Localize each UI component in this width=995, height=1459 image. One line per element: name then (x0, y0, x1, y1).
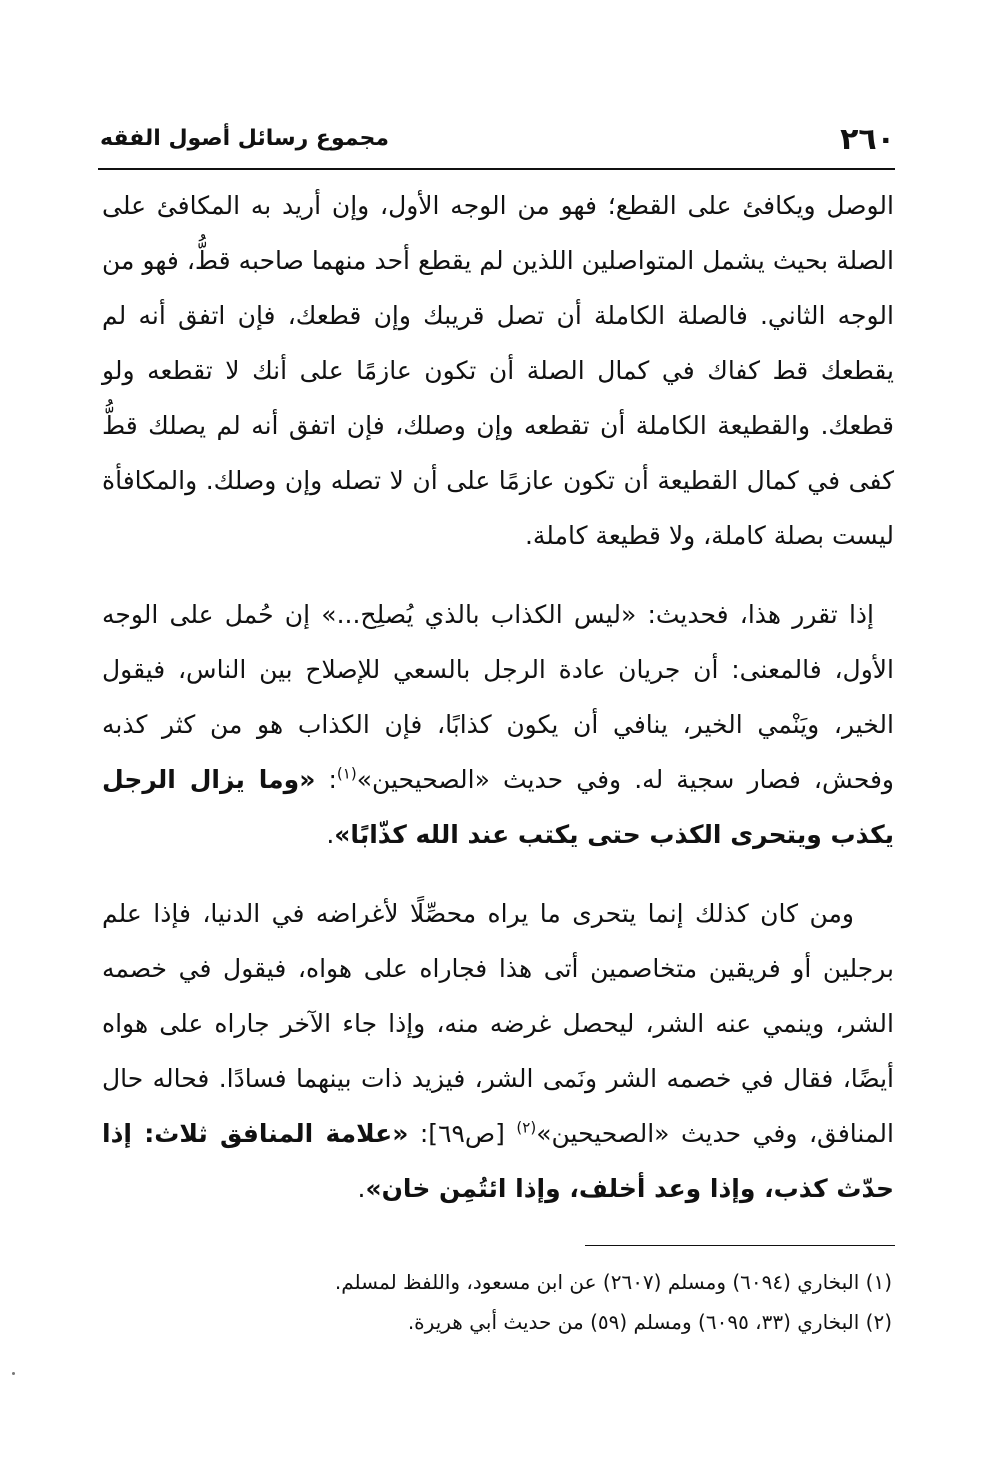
paragraph-2-text: إذا تقرر هذا، فحديث: «ليس الكذاب بالذي يُصلِح...» إن حُمل على الوجه الأول، فالمعنى: أن جريان عادة الرجل بالسعي للإصلاح بين الناس، فيقول الخير، ويَنْمي الخير، ينافي أن يكون كذابًا، فإن الكذاب هو من كثر كذبه وفحش، فصار سجية له. وفي حديث «الصحيحين» (102, 600, 894, 794)
footnote-ref-2: (٢) (516, 1118, 537, 1137)
paragraph-3 (102, 886, 894, 1216)
running-title: مجموع رسائل أصول الفقه (100, 126, 389, 151)
paragraph-2 (102, 587, 894, 862)
scan-speck (12, 1372, 15, 1375)
page-number: ٢٦٠ (840, 122, 895, 157)
header-rule (98, 168, 895, 170)
paragraph-3-page-ref: [ص٦٩]: (408, 1119, 517, 1148)
paragraph-3-end: . (357, 1174, 366, 1203)
paragraph-2-colon: : (315, 765, 337, 794)
footnote-ref-1: (١) (336, 764, 357, 783)
footnote-2: (٢) البخاري (٣٣، ٦٠٩٥) ومسلم (٥٩) من حديث أبي هريرة. (407, 1310, 892, 1334)
page-header (100, 118, 895, 164)
footnote-1: (١) البخاري (٦٠٩٤) ومسلم (٢٦٠٧) عن ابن مسعود، واللفظ لمسلم. (334, 1270, 892, 1294)
footnotes (102, 1262, 892, 1342)
paragraph-1: الوصل ويكافئ على القطع؛ فهو من الوجه الأول، وإن أريد به المكافئ على الصلة بحيث يشمل المتواصلين اللذين لم يقطع أحد منهما صاحبه قطُّ، فهو من الوجه الثاني. فالصلة الكاملة أن تصل قريبك وإن قطعك، فإن اتفق أنه لم يقطعك قط كفاك في كمال الصلة أن تكون عازمًا على أنك لا تقطعه ولو قطعك. والقطيعة الكاملة أن تقطعه وإن وصلك، فإن اتفق أنه لم يصلك قطُّ كفى في كمال القطيعة أن تكون عازمًا على أن لا تصله وإن وصلك. والمكافأة ليست بصلة كاملة، ولا قطيعة كاملة. (102, 191, 894, 550)
paragraph-3-text: ومن كان كذلك إنما يتحرى ما يراه محصِّلًا لأغراضه في الدنيا، فإذا علم برجلين أو فريقين متخاصمين أتى هذا فجاراه على هواه، فيقول في خصمه الشر، وينمي عنه الشر، ليحصل غرضه منه، وإذا جاء الآخر جاراه على هواه أيضًا، فقال في خصمه الشر ونَمى الشر، فيزيد ذات بينهما فسادًا. فحاله حال المنافق، وفي حديث «الصحيحين» (102, 899, 894, 1148)
paragraph-2-end: . (326, 820, 335, 849)
hadith-quote-1: «وما يزال الرجل يكذب ويتحرى الكذب حتى يكتب عند الله كذّابًا» (102, 765, 894, 849)
hadith-quote-2: «علامة المنافق ثلاث: إذا حدّث كذب، وإذا وعد أخلف، وإذا ائتُمِن خان» (102, 1119, 894, 1203)
footnote-rule (585, 1245, 895, 1246)
main-text (102, 178, 894, 1216)
